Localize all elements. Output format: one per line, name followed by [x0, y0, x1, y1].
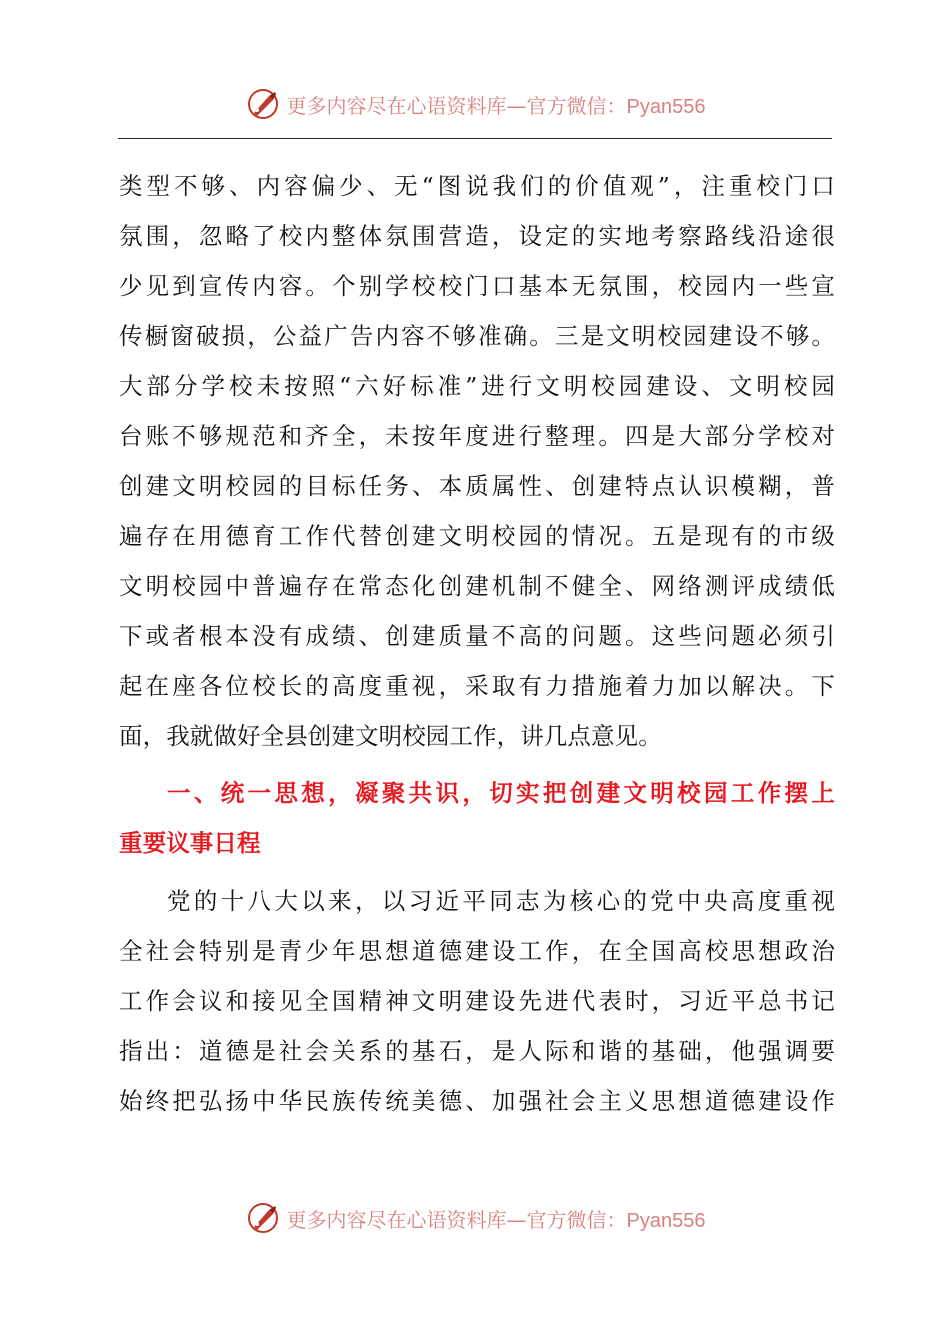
- text-line: 类型不够、内容偏少、无“图说我们的价值观”，注重校门口: [119, 172, 835, 200]
- pen-nib-icon: [245, 1200, 281, 1236]
- text-line: 少见到宣传内容。个别学校校门口基本无氛围，校园内一些宣: [119, 272, 835, 300]
- paragraph-continued: [119, 161, 835, 761]
- banner-text: 更多内容尽在心语资料库—官方微信：Pyan556: [286, 1207, 706, 1232]
- text-line: 传橱窗破损，公益广告内容不够准确。三是文明校园建设不够。: [119, 322, 835, 350]
- heading-line: 一、统一思想，凝聚共识，切实把创建文明校园工作摆上: [167, 779, 835, 807]
- header-banner: [0, 84, 950, 124]
- text-line: 大部分学校未按照“六好标准”进行文明校园建设、文明校园: [119, 372, 835, 400]
- text-line: 面，我就做好全县创建文明校园工作，讲几点意见。: [119, 722, 662, 750]
- header-divider: [118, 138, 832, 139]
- text-line: 党的十八大以来，以习近平同志为核心的党中央高度重视: [167, 887, 835, 915]
- text-line: 始终把弘扬中华民族传统美德、加强社会主义思想道德建设作: [119, 1087, 835, 1115]
- section-heading: [119, 768, 835, 868]
- text-line: 台账不够规范和齐全，未按年度进行整理。四是大部分学校对: [119, 422, 835, 450]
- text-line: 遍存在用德育工作代替创建文明校园的情况。五是现有的市级: [119, 522, 835, 550]
- text-line: 下或者根本没有成绩、创建质量不高的问题。这些问题必须引: [119, 622, 835, 650]
- text-line: 氛围，忽略了校内整体氛围营造，设定的实地考察路线沿途很: [119, 222, 835, 250]
- text-line: 指出：道德是社会关系的基石，是人际和谐的基础，他强调要: [119, 1037, 835, 1065]
- text-line: 全社会特别是青少年思想道德建设工作，在全国高校思想政治: [119, 937, 835, 965]
- footer-banner: [0, 1198, 950, 1238]
- text-line: 创建文明校园的目标任务、本质属性、创建特点认识模糊，普: [119, 472, 835, 500]
- heading-line: 重要议事日程: [119, 829, 261, 857]
- banner-text: 更多内容尽在心语资料库—官方微信：Pyan556: [286, 93, 706, 118]
- text-line: 工作会议和接见全国精神文明建设先进代表时，习近平总书记: [119, 987, 835, 1015]
- text-line: 文明校园中普遍存在常态化创建机制不健全、网络测评成绩低: [119, 572, 835, 600]
- paragraph: [119, 876, 835, 1126]
- text-line: 起在座各位校长的高度重视，采取有力措施着力加以解决。下: [119, 672, 835, 700]
- pen-nib-icon: [245, 86, 281, 122]
